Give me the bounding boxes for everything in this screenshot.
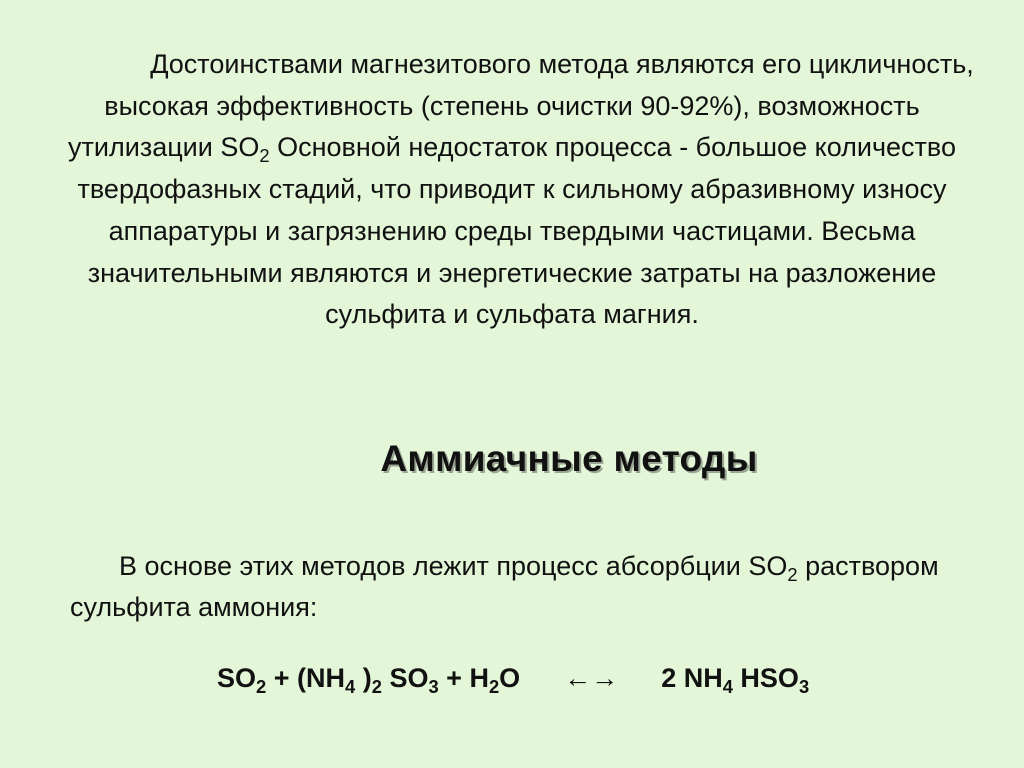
eq-term: HSO xyxy=(732,663,799,693)
section-heading: Аммиачные методы xyxy=(380,438,758,479)
eq-term: O xyxy=(499,663,521,693)
eq-subscript: 2 xyxy=(371,675,382,697)
reversible-arrow-icon: ←→ xyxy=(564,663,619,693)
paragraph1-text-b: Основной недостаток процесса - большое количество твердофазных стадий, что приводит к сильному абразивному износу аппаратуры и загрязнению среды твердыми частицами. Весьма значительными являются и энергетические затраты на разложение сульфита и сульфата магния. xyxy=(77,132,956,330)
paragraph2-text-a: В основе этих методов лежит процесс абсорбции SO xyxy=(119,551,788,581)
eq-term: SO xyxy=(381,663,429,693)
paragraph1-subscript: 2 xyxy=(259,145,270,167)
eq-subscript: 4 xyxy=(345,675,356,697)
eq-term: + (NH xyxy=(266,663,345,693)
paragraph-ammonia-methods xyxy=(70,546,970,628)
paragraph-magnesite-method xyxy=(30,44,994,336)
eq-term: 2 NH xyxy=(661,663,723,693)
eq-subscript: 4 xyxy=(722,675,733,697)
paragraph2-text-b: раствором сульфита аммония: xyxy=(70,551,939,622)
eq-subscript: 2 xyxy=(488,675,500,697)
eq-term: + H xyxy=(438,663,489,693)
eq-term: SO xyxy=(217,663,257,693)
eq-subscript: 2 xyxy=(256,675,267,697)
eq-subscript: 3 xyxy=(428,675,439,697)
paragraph1-text-a: Достоинствами магнезитового метода являются его цикличность, высокая эффективность (степень очистки 90-92%), возможность утилизации SO xyxy=(68,49,974,163)
chemical-equation xyxy=(217,663,810,697)
paragraph2-subscript: 2 xyxy=(787,563,798,585)
eq-term: ) xyxy=(355,663,372,693)
eq-subscript: 3 xyxy=(798,675,810,697)
